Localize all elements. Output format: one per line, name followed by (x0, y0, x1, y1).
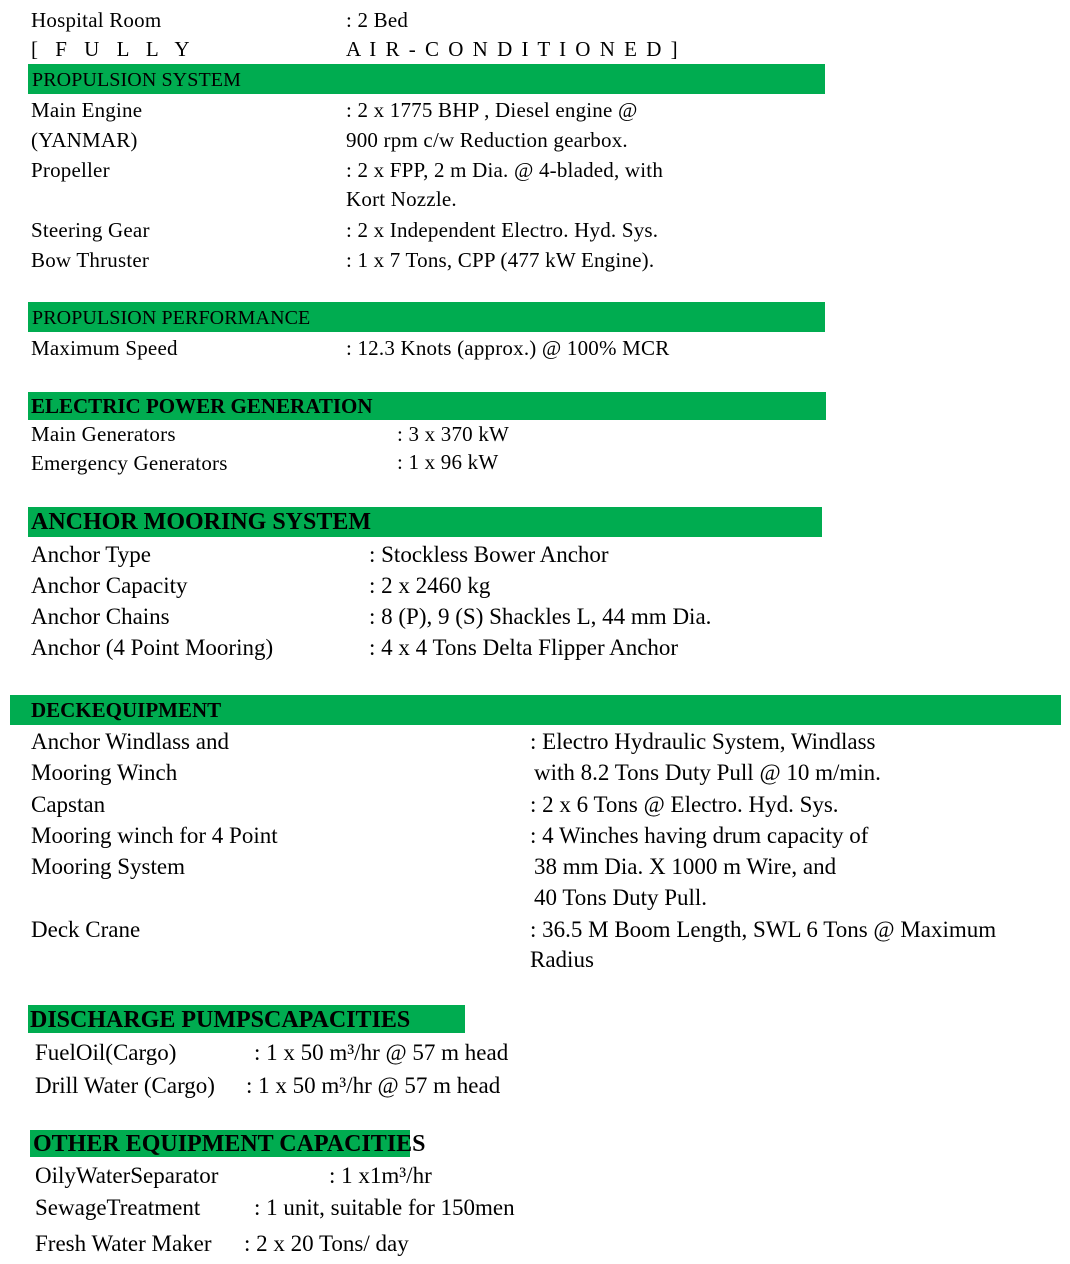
row-value: 38 mm Dia. X 1000 m Wire, and (534, 854, 837, 879)
air-conditioned-right: A I R - C O N D I T I O N E D ] (346, 37, 680, 61)
row-value: : 1 x 7 Tons, CPP (477 kW Engine). (346, 248, 655, 272)
row-label: Capstan (31, 792, 106, 817)
row-value: : 8 (P), 9 (S) Shackles L, 44 mm Dia. (369, 604, 712, 629)
row-label: Drill Water (Cargo) (35, 1073, 215, 1098)
row-label: Steering Gear (31, 218, 150, 242)
row-label: Bow Thruster (31, 248, 150, 272)
row-value: : Electro Hydraulic System, Windlass (530, 729, 876, 754)
row-value: : 3 x 370 kW (397, 422, 510, 446)
row-label: Anchor (4 Point Mooring) (31, 635, 274, 660)
row-value: : 2 x 1775 BHP , Diesel engine @ (346, 98, 638, 122)
row-label: FuelOil(Cargo) (35, 1040, 177, 1065)
row-value: : 2 x 20 Tons/ day (244, 1231, 409, 1256)
hospital-room-label: Hospital Room (31, 8, 162, 32)
row-label: Anchor Chains (31, 604, 170, 629)
row-value: : 1 x 50 m³/hr @ 57 m head (246, 1073, 501, 1098)
row-value: 900 rpm c/w Reduction gearbox. (346, 128, 628, 152)
row-label: Anchor Type (31, 542, 151, 567)
section-title-deck-equipment: DECKEQUIPMENT (31, 698, 222, 722)
section-title-electric-power: ELECTRIC POWER GENERATION (31, 394, 373, 418)
row-label: OilyWaterSeparator (35, 1163, 219, 1188)
row-label: Deck Crane (31, 917, 141, 942)
row-value: : 2 x 6 Tons @ Electro. Hyd. Sys. (530, 792, 839, 817)
row-value: : 2 x FPP, 2 m Dia. @ 4-bladed, with (346, 158, 664, 182)
row-label: Anchor Windlass and (31, 729, 229, 754)
section-title-propulsion-performance: PROPULSION PERFORMANCE (32, 307, 311, 329)
row-value: : 1 x1m³/hr (329, 1163, 432, 1188)
row-value: : 4 x 4 Tons Delta Flipper Anchor (369, 635, 679, 660)
air-conditioned-left: [ F U L L Y (31, 37, 196, 61)
row-value: : 1 x 96 kW (397, 450, 499, 474)
row-value: : 1 unit, suitable for 150men (254, 1195, 515, 1220)
row-value: : Stockless Bower Anchor (369, 542, 609, 567)
section-title-propulsion-system: PROPULSION SYSTEM (32, 69, 241, 91)
row-value: : 4 Winches having drum capacity of (530, 823, 869, 848)
section-title-anchor-mooring: ANCHOR MOORING SYSTEM (31, 509, 372, 535)
row-value: : 1 x 50 m³/hr @ 57 m head (254, 1040, 509, 1065)
row-label: Maximum Speed (31, 336, 178, 360)
section-title-other-equipment: OTHER EQUIPMENT CAPACITIES (33, 1131, 426, 1157)
row-value: : 36.5 M Boom Length, SWL 6 Tons @ Maximum (530, 917, 997, 942)
row-label: Mooring winch for 4 Point (31, 823, 278, 848)
section-title-discharge-pumps: DISCHARGE PUMPSCAPACITIES (30, 1007, 411, 1033)
row-label: (YANMAR) (31, 128, 138, 152)
row-label: Anchor Capacity (31, 573, 188, 598)
row-value: with 8.2 Tons Duty Pull @ 10 m/min. (534, 760, 881, 785)
row-value: : 2 x Independent Electro. Hyd. Sys. (346, 218, 659, 242)
row-label: Propeller (31, 158, 110, 182)
hospital-room-value: : 2 Bed (346, 8, 409, 32)
row-value: 40 Tons Duty Pull. (534, 885, 708, 910)
row-value: Radius (530, 947, 594, 972)
row-label: SewageTreatment (35, 1195, 201, 1220)
row-label: Main Engine (31, 98, 143, 122)
row-label: Main Generators (31, 422, 176, 446)
row-label: Emergency Generators (31, 451, 228, 475)
row-label: Mooring System (31, 854, 185, 879)
row-label: Fresh Water Maker (35, 1231, 212, 1256)
row-value: : 12.3 Knots (approx.) @ 100% MCR (346, 336, 670, 360)
row-value: Kort Nozzle. (346, 187, 457, 211)
row-value: : 2 x 2460 kg (369, 573, 491, 598)
row-label: Mooring Winch (31, 760, 178, 785)
